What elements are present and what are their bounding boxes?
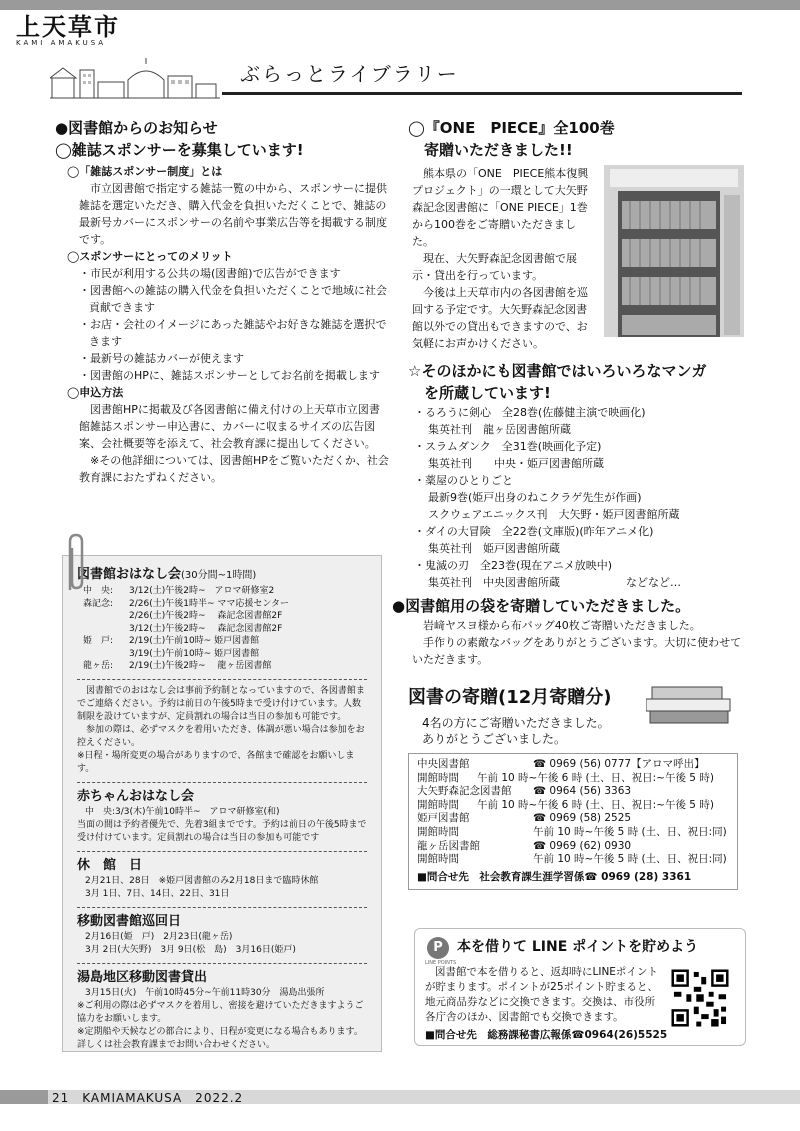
merit-item: ・市民が利用する公共の場(図書館)で広告ができます [79,267,341,280]
hours-label: 開館時間 [417,825,459,838]
hours-label: 中央図書館 [417,758,470,770]
town-illustration-icon [50,56,220,100]
hours-value: 午前 10 時~午後 6 時 (土、日、祝日:~午後 5 時) [477,771,714,784]
onepiece-para: 現在、大矢野森記念図書館で展示・貸出を行っています。 [412,252,577,282]
schedule-text: 2/26(土)午後1時半~ ママ応援センター [129,598,290,609]
dashed-divider [77,851,367,852]
ohanashi-note: 図書館でのおはなし会は事前予約制となっていますので、各図書館までご連絡ください。予約は前日の午後5時まで受け付けています。人数制限を設けていますが、定員割れの場合は当日の参加も可能です。 [77,685,365,722]
hours-label: 大矢野森記念図書館 [417,785,512,798]
line-points-text: 図書館で本を借りると、返却時にLINEポイントが貯まります。ポイントが25ポイント貯まると、地元商品券などに交換できます。交換は、市役所各庁舎のほか、図書館でも交換できます。 [425,966,659,1023]
hours-row [417,853,729,867]
merit-item: ・図書館のHPに、雑誌スポンサーとしてお名前を掲載します [79,369,380,382]
schedule-text: 3/19(土)午前10時~ 姫戸図書館 [129,648,260,659]
manga-heading-2: を所蔵しています! [424,384,551,402]
library-hours-box [408,753,738,890]
hours-value: 午前 10 時~午後 5 時 (土、日、祝日:同) [533,825,727,838]
merit-item: ・お店・会社のイメージにあった雑誌やお好きな雑誌を選択できます [79,318,387,348]
logo-text: 上天草市 [16,12,120,41]
section-heading-sponsor: ◯雑誌スポンサーを募集しています! [55,141,304,159]
hours-row [417,826,729,840]
hours-value: ☎ 0964 (56) 3363 [533,785,632,798]
onepiece-para: 熊本県の「ONE PIECE熊本復興プロジェクト」の一環として大矢野森記念図書館に「ONE PIECE」1巻から100巻をご寄贈いただきました。 [412,167,589,248]
manga-item-sub: 集英社刊 龍ヶ岳図書館所蔵 [428,423,571,436]
ohanashi-title [77,566,367,585]
baby-ohanashi-title: 赤ちゃんおはなし会 [77,788,195,804]
schedule-place: 龍ヶ岳: [83,661,114,671]
yushima-note: ※ご利用の際は必ずマスクを着用し、密接を避けていただきますようご協力をお願いします。 [77,1000,364,1024]
dashed-divider [77,679,367,680]
hours-value: 午前 10 時~午後 5 時 (土、日、祝日:同) [533,853,727,866]
book-donation-section [408,685,748,890]
ohanashi-note: ※日程・場所変更の場合がありますので、各館まで確認をお願いします。 [77,750,355,774]
line-points-icon: P [427,937,449,959]
footer-marker [0,1090,48,1104]
onepiece-para: 今後は上天草市内の各図書館を巡回する予定です。大矢野森記念図書館以外での貸出もできますので、お気軽にお声かけください。 [412,286,588,350]
library-schedule-panel [62,555,382,1052]
merit-item: ・図書館への雑誌の購入代金を負担いただくことで地域に社会貢献できます [79,284,387,314]
schedule-place [83,623,129,636]
ohanashi-title-text: 図書館おはなし会 [77,567,182,582]
hours-value: 午前 10 時~午後 6 時 (土、日、祝日:~午後 5 時) [477,798,714,811]
banner-title: ぶらっとライブラリー [240,62,459,86]
bag-para: 手作りの素敵なバッグをありがとうございます。大切に使わせていただきます。 [412,636,742,666]
ohanashi-note: 参加の際は、必ずマスクを着用いただき、体調が悪い場合は参加をお控えください。 [77,724,365,748]
hours-label: 姫戸図書館 [417,812,470,825]
line-points-title: 本を借りて LINE ポイントを貯めよう [457,939,699,955]
hours-value: ☎ 0969 (56) 0777【アロマ呼出】 [533,758,705,770]
top-band [0,0,800,10]
hours-value: ☎ 0969 (58) 2525 [533,812,632,825]
manga-item: ・鬼滅の刃 全23巻(現在アニメ放映中) [414,559,613,572]
manga-item: ・スラムダンク 全31巻(映画化予定) [414,440,602,453]
hours-value: ☎ 0969 (62) 0930 [533,839,632,852]
qr-code-icon[interactable] [669,967,731,1029]
manga-heading: ☆そのほかにも図書館ではいろいろなマンガ [408,362,707,380]
manga-item-sub: 集英社刊 姫戸図書館所蔵 [428,542,560,555]
sponsor-system-heading: ◯「雑誌スポンサー制度」とは [67,165,223,178]
donation-contact: ■問合せ先 社会教育課生涯学習係☎ 0969 (28) 3361 [417,870,692,883]
manga-item-sub: 集英社刊 中央・姫戸図書館所蔵 [428,457,604,470]
manga-item: ・薬屋のひとりごと [414,474,513,487]
line-points-box [414,928,746,1046]
books-stack-icon [646,685,736,725]
ohanashi-schedule [83,585,367,673]
closed-days-line: 3月 1日、7日、14日、22日、31日 [85,888,230,899]
manga-item-sub: スクウェアエニックス刊 大矢野・姫戸図書館所蔵 [428,508,680,521]
hours-row [417,840,729,854]
onepiece-heading: ◯『ONE PIECE』全100巻 [408,119,615,137]
hours-row [417,812,729,826]
hours-row [417,772,729,786]
hours-row [417,758,729,772]
schedule-text: 2/26(土)午後2時~ 森記念図書館2F [129,611,283,621]
apply-heading: ◯申込方法 [67,386,124,399]
banner-underline [222,92,742,95]
hours-label: 開館時間 [417,771,459,784]
dashed-divider [77,907,367,908]
bag-heading: ●図書館用の袋を寄贈していただきました。 [392,597,691,615]
closed-days-title: 休 館 日 [77,857,143,873]
paperclip-icon [62,532,86,594]
city-logo [16,14,126,54]
onepiece-heading-2: 寄贈いただきました!! [424,141,573,159]
dashed-divider [77,963,367,964]
merit-heading: ◯スポンサーにとってのメリット [67,250,233,263]
baby-ohanashi-line: 中 央:3/3(木)午前10時半~ アロマ研修室(和) [85,806,280,817]
right-column [392,117,748,668]
apply-text: 図書館HPに掲載及び各図書館に備え付けの上天草市立図書館雑誌スポンサー申込書に、カバーに収まるサイズの広告図案、会社概要等を添えて、社会教育課に提出してください。 [79,403,380,450]
mobile-library-line: 3月 2日(大矢野) 3月 9日(松 島) 3月16日(姫戸) [85,944,296,955]
merit-item: ・最新号の雑誌カバーが使えます [79,352,244,365]
manga-item-sub: 最新9巻(姫戸出身のねこクラゲ先生が作画) [428,491,642,504]
mobile-library-line: 2月16日(姫 戸) 2月23日(龍ヶ岳) [85,931,233,942]
apply-note: ※その他詳細については、図書館HPをご覧いただくか、社会教育課におたずねください。 [79,454,389,484]
onepiece-text [408,165,590,352]
baby-ohanashi-note: 当面の間は予約者優先で、先着3組までです。予約は前日の午後5時まで受け付けています。定員割れの場合は当日の参加も可能です [77,819,367,843]
hours-label: 龍ヶ岳図書館 [417,839,480,852]
donation-thanks: 4名の方にご寄贈いただきました。 [422,716,610,730]
hours-label: 開館時間 [417,853,459,866]
ohanashi-time: (30分間~1時間) [181,570,257,581]
footer-page-info: 21 KAMIAMAKUSA 2022.2 [52,1091,244,1105]
hours-row [417,785,729,799]
manga-item: ・るろうに剣心 全28巻(佐藤健主演で映画化) [414,406,646,419]
yushima-title: 湯島地区移動図書貸出 [77,969,208,985]
left-column [55,117,390,486]
schedule-place: 中 央: [83,586,114,596]
schedule-place [83,610,129,623]
line-points-contact: ■問合せ先 総務課秘書広報係☎0964(26)5525 [425,1029,668,1041]
schedule-text: 2/19(土)午後2時~ 龍ヶ岳図書館 [129,661,272,671]
onepiece-block [408,165,748,352]
bag-para: 岩﨑ヤスヨ様から布バッグ40枚ご寄贈いただきました。 [423,619,701,632]
logo-subtext: KAMI AMAKUSA [16,39,107,47]
schedule-place: 姫 戸: [83,636,114,646]
section-heading-notices: ●図書館からのお知らせ [55,119,218,137]
schedule-text: 2/19(土)午前10時~ 姫戸図書館 [129,636,260,646]
sponsor-system-text: 市立図書館で指定する雑誌一覧の中から、スポンサーに提供雑誌を選定いただき、購入代金を負担いただくことで、雑誌の最新号カバーにスポンサーの名前や事業広告等を掲載する制度です。 [79,182,387,246]
schedule-place [83,648,129,661]
yushima-line: 3月15日(火) 午前10時45分~午前11時30分 湯島出張所 [85,987,325,998]
manga-item-sub: 集英社刊 中央図書館所蔵 などなど… [428,576,681,589]
dashed-divider [77,782,367,783]
schedule-place: 森記念: [83,598,114,609]
donation-thanks: ありがとうございました。 [422,732,567,746]
closed-days-line: 2月21日、28日 ※姫戸図書館のみ2月18日まで臨時休館 [85,875,319,886]
donation-title: 図書の寄贈(12月寄贈分) [408,687,612,708]
schedule-text: 3/12(土)午後2時~ アロマ研修室2 [129,586,275,596]
manga-item: ・ダイの大冒険 全22巻(文庫版)(昨年アニメ化) [414,525,654,538]
yushima-note: ※定期船や天候などの都合により、日程が変更になる場合もあります。詳しくは社会教育課までお問い合わせください。 [77,1026,363,1050]
line-points-caption: LINE POINTS [425,960,457,966]
mobile-library-title: 移動図書館巡回日 [77,913,182,929]
schedule-text: 3/12(土)午後2時~ 森記念図書館2F [129,623,283,634]
bookshelf-photo [604,165,744,337]
hours-row [417,799,729,813]
hours-label: 開館時間 [417,798,459,811]
